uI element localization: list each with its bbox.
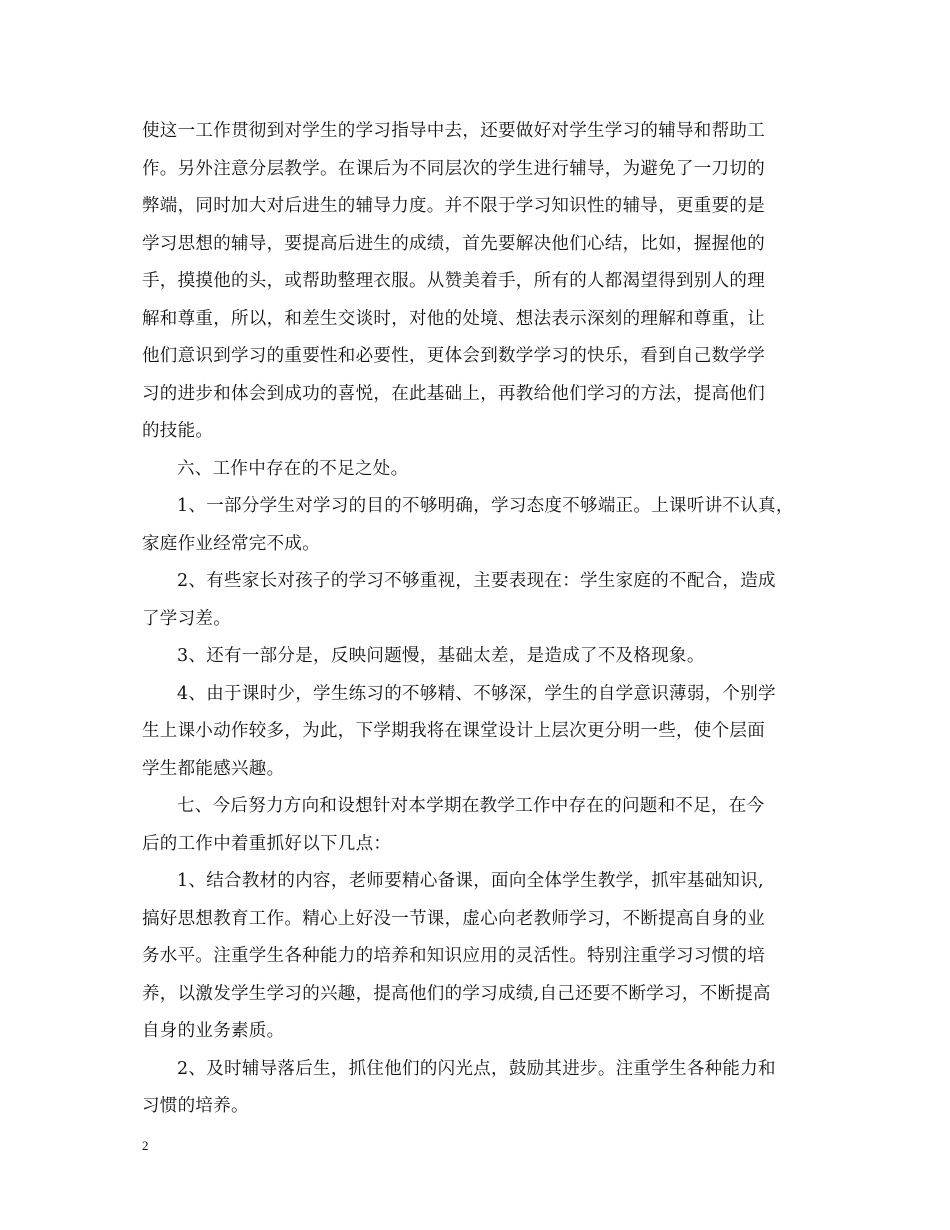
body-text (142, 113, 814, 1126)
text-line: 作。另外注意分层教学。在课后为不同层次的学生进行辅导，为避免了一刀切的 (142, 158, 765, 179)
section-heading: 七、今后努力方向和设想针对本学期在教学工作中存在的问题和不足，在今 (177, 796, 765, 816)
text-line: 解和尊重，所以，和差生交谈时，对他的处境、想法表示深刻的理解和尊重，让 (142, 308, 765, 329)
text-line: 习的进步和体会到成功的喜悦，在此基础上，再教给他们学习的方法，提高他们 (142, 383, 765, 404)
text-line: 学生都能感兴趣。 (142, 758, 285, 779)
text-line: 手，摸摸他的头，或帮助整理衣服。从赞美着手，所有的人都渴望得到别人的理 (142, 271, 765, 291)
text-line: 学习思想的辅导，要提高后进生的成绩，首先要解决他们心结，比如，握握他的 (142, 233, 765, 254)
text-line: 家庭作业经常完不成。 (142, 533, 320, 554)
page-number: 2 (142, 1138, 149, 1153)
text-line: 习惯的培养。 (142, 1096, 249, 1116)
list-item: 1、结合教材的内容，老师要精心备课，面向全体学生教学，抓牢基础知识, (177, 871, 764, 891)
text-line: 务水平。注重学生各种能力的培养和知识应用的灵活性。特别注重学习习惯的培 (142, 946, 765, 966)
text-line: 生上课小动作较多，为此，下学期我将在课堂设计上层次更分明一些，使个层面 (142, 721, 765, 741)
text-line: 的技能。 (142, 421, 214, 441)
text-line: 使这一工作贯彻到对学生的学习指导中去，还要做好对学生学习的辅导和帮助工 (142, 121, 765, 141)
text-line: 弊端，同时加大对后进生的辅导力度。并不限于学习知识性的辅导，更重要的是 (142, 196, 765, 216)
section-heading: 六、工作中存在的不足之处。 (177, 458, 409, 479)
list-item: 1、一部分学生对学习的目的不够明确，学习态度不够端正。上课听讲不认真， (177, 496, 794, 516)
list-item: 3、还有一部分是，反映问题慢，基础太差，是造成了不及格现象。 (177, 646, 705, 666)
list-item: 2、及时辅导落后生，抓住他们的闪光点，鼓励其进步。注重学生各种能力和 (177, 1058, 776, 1079)
text-line: 养，以激发学生学习的兴趣，提高他们的学习成绩,自己还要不断学习，不断提高 (142, 983, 771, 1004)
text-line: 他们意识到学习的重要性和必要性，更体会到数学学习的快乐，看到自己数学学 (142, 346, 765, 366)
list-item: 4、由于课时少，学生练习的不够精、不够深，学生的自学意识薄弱，个别学 (177, 683, 776, 704)
text-line: 搞好思想教育工作。精心上好没一节课，虚心向老教师学习，不断提高自身的业 (142, 908, 765, 929)
text-line: 后的工作中着重抓好以下几点： (142, 833, 392, 854)
list-item: 2、有些家长对孩子的学习不够重视，主要表现在：学生家庭的不配合，造成 (177, 571, 776, 591)
text-line: 了学习差。 (142, 608, 231, 629)
text-line: 自身的业务素质。 (142, 1021, 285, 1041)
